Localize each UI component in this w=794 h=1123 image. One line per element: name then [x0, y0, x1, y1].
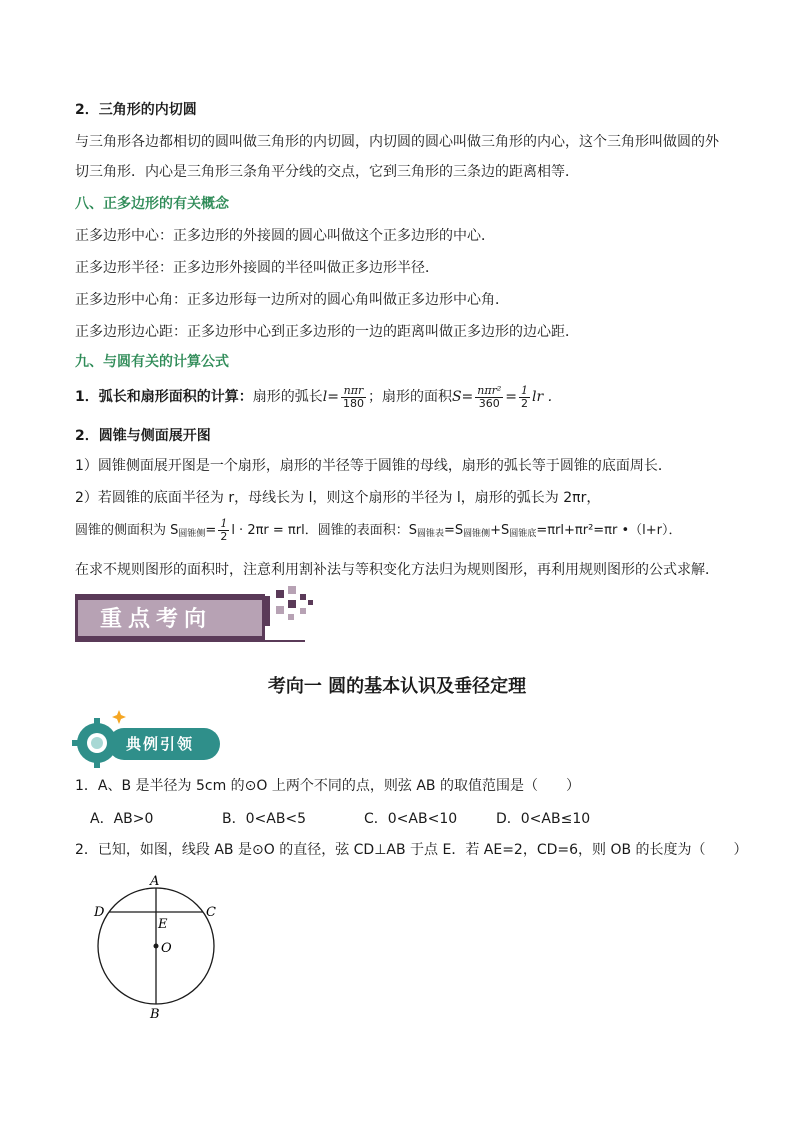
cone-area-pre: 圆锥的侧面积为 S [75, 523, 179, 538]
banner-decoration-icon [262, 586, 318, 636]
label-e: E [158, 917, 168, 932]
section8-item: 正多边形中心角：正多边形每一边所对的圆心角叫做正多边形中心角． [75, 292, 509, 308]
circle-figure [80, 870, 240, 1030]
cone-area-mid: l · 2πr = πrl．圆锥的表面积：S [231, 523, 417, 538]
cone-paragraph-4: 在求不规则图形的面积时，注意利用割补法与等积变化方法归为规则图形，再利用规则图形的公式求解． [75, 562, 719, 578]
cone-paragraph-2: 2）若圆锥的底面半径为 r，母线长为 l，则这个扇形的半径为 l，扇形的弧长为 2πr， [75, 490, 601, 506]
section8-item: 正多边形边心距：正多边形中心到正多边形的一边的距离叫做正多边形的边心距． [75, 324, 579, 340]
label-a: A [150, 874, 160, 889]
section-banner-title: 重点考向 [100, 606, 213, 632]
half-numerator: 1 [521, 383, 529, 397]
label-d: D [94, 905, 105, 920]
cone-paragraph-1: 1）圆锥侧面展开图是一个扇形，扇形的半径等于圆锥的母线，扇形的弧长等于圆锥的底面周长． [75, 458, 672, 474]
cone-half-fraction [218, 518, 229, 543]
center-point [154, 944, 159, 949]
section8-title: 八、正多边形的有关概念 [75, 196, 229, 212]
cone-area-sub3: 圆锥侧 [463, 529, 491, 539]
formula-equals: = [505, 389, 518, 405]
q1-option-b: B．0<AB<5 [222, 811, 307, 827]
gear-icon [72, 718, 122, 768]
question-1: 1．A、B 是半径为 5cm 的⊙O 上两个不同的点，则弦 AB 的取值范围是（ ） [75, 778, 580, 794]
cone-area-mid3: +S [490, 523, 510, 538]
cone-area-eq: = [205, 523, 217, 538]
section8-item: 正多边形中心：正多边形的外接圆的圆心叫做这个正多边形的中心． [75, 228, 495, 244]
section-banner-underline [75, 640, 305, 642]
cone-area-formula [75, 516, 682, 549]
area-numerator: nπr² [477, 383, 502, 397]
formula-separator: ；扇形的面积 [367, 389, 452, 405]
label-o: O [161, 941, 172, 956]
cone-area-sub1: 圆锥侧 [178, 529, 206, 539]
cone-half-num: 1 [220, 517, 228, 530]
label-b: B [150, 1007, 160, 1022]
arc-numerator: nπr [341, 385, 366, 398]
section2-paragraph-line2: 切三角形．内心是三角形三条角平分线的交点，它到三角形的三条边的距离相等． [75, 164, 579, 180]
cone-title: 2．圆锥与侧面展开图 [75, 428, 211, 444]
formula-arc-sector [75, 382, 552, 412]
formula-arc-var: l= [322, 389, 339, 405]
area-denominator: 360 [478, 396, 500, 410]
section8-item: 正多边形半径：正多边形外接圆的半径叫做正多边形半径． [75, 260, 439, 276]
section2-paragraph-line1: 与三角形各边都相切的圆叫做三角形的内切圆，内切圆的圆心叫做三角形的内心，这个三角形叫做圆的外 [75, 134, 719, 150]
cone-area-mid2: =S [443, 523, 464, 538]
formula-tail: lr . [532, 389, 553, 405]
half-fraction [519, 385, 530, 410]
page-heading: 考向一 圆的基本认识及垂径定理 [267, 676, 527, 697]
cone-area-sub2: 圆锥表 [416, 529, 444, 539]
question-2: 2．已知，如图，线段 AB 是⊙O 的直径，弦 CD⊥AB 于点 E．若 AE=2，CD=6，则 OB 的长度为（ ） [75, 842, 748, 858]
area-fraction [475, 385, 503, 410]
half-denominator: 2 [521, 396, 529, 410]
formula-arc-text: 扇形的弧长 [252, 389, 323, 405]
section9-title: 九、与圆有关的计算公式 [75, 354, 229, 370]
cone-half-den: 2 [220, 530, 228, 543]
arc-fraction [341, 385, 366, 410]
q1-option-c: C．0<AB<10 [364, 811, 458, 827]
cone-area-tail: =πrl+πr²=πr •（l+r）． [536, 523, 682, 538]
example-pill-label: 典例引领 [126, 735, 195, 753]
formula-area-var: S= [451, 389, 474, 405]
spark-icon [112, 710, 126, 724]
cone-area-sub4: 圆锥底 [509, 529, 537, 539]
label-c: C [206, 905, 216, 920]
section2-title: 2．三角形的内切圆 [75, 102, 197, 118]
q1-option-d: D．0<AB≤10 [496, 811, 591, 827]
formula-label: 1．弧长和扇形面积的计算： [75, 389, 253, 405]
arc-denominator: 180 [342, 396, 364, 410]
q1-option-a: A．AB>0 [90, 811, 154, 827]
